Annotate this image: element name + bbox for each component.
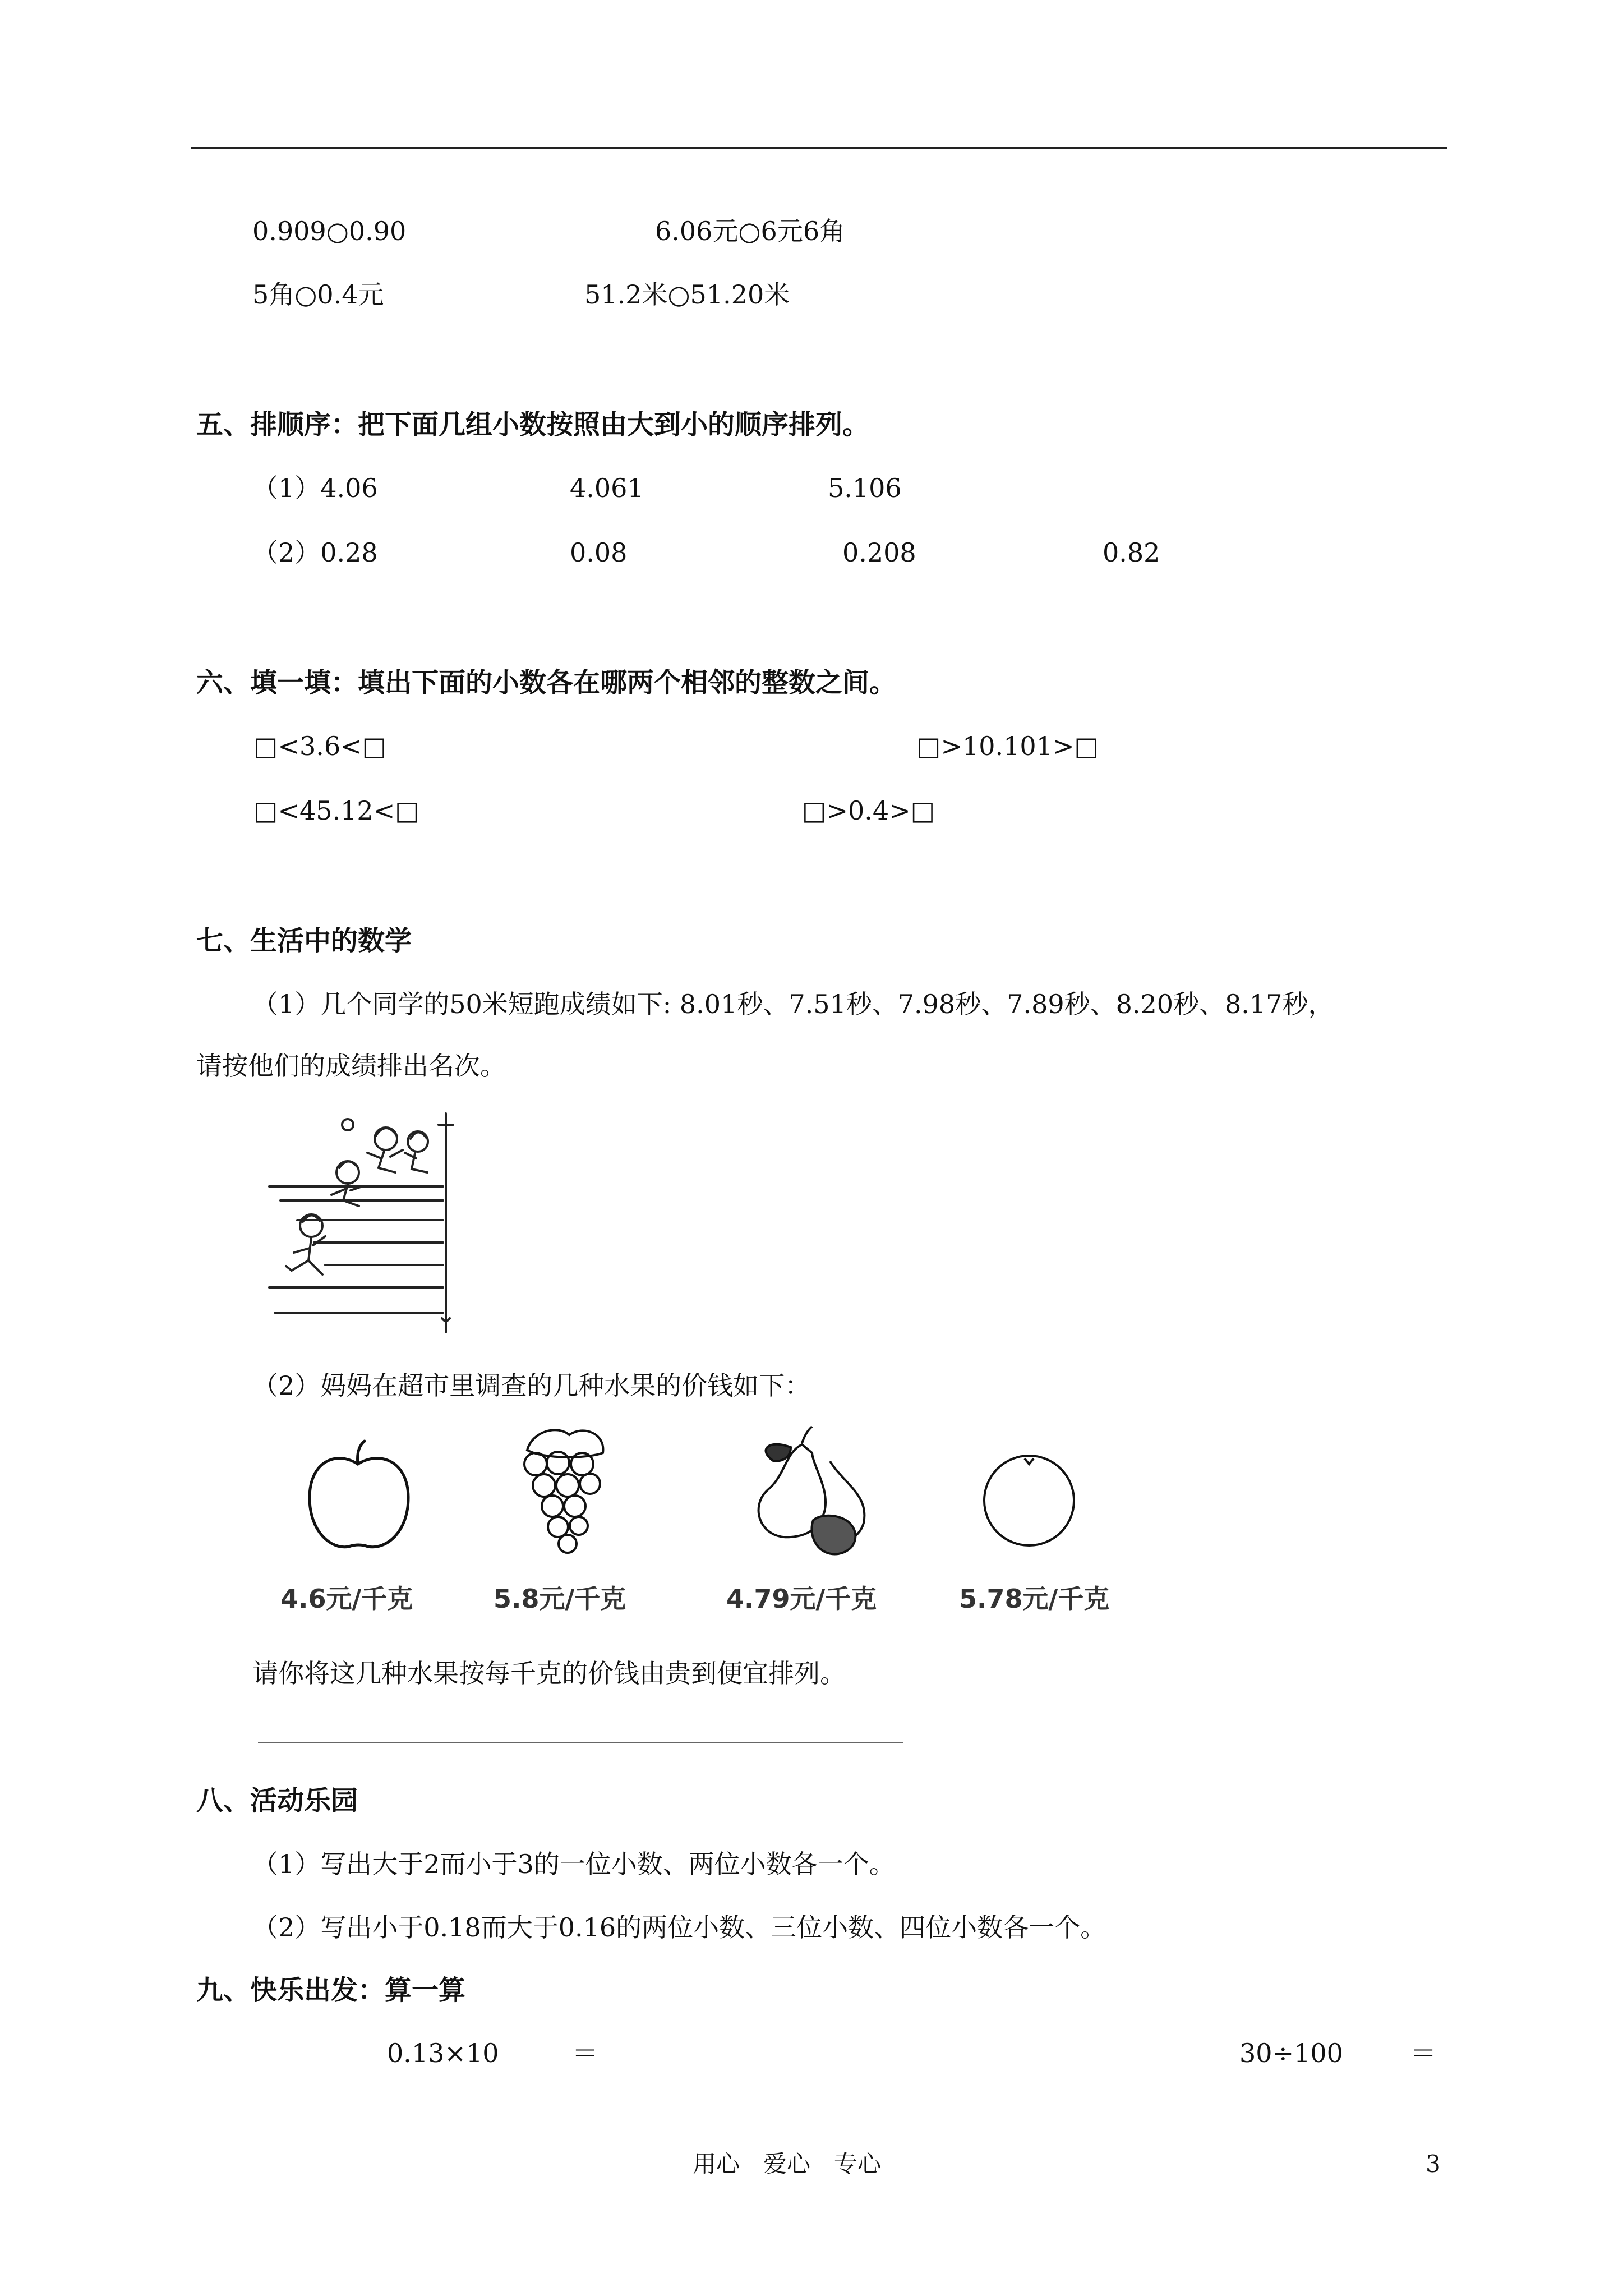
compare-item: 6.06元○6元6角 <box>655 216 846 246</box>
number-item: 0.82 <box>1103 537 1160 568</box>
price-label: 5.78元/千克 <box>959 1584 1110 1614</box>
question-text: （2）妈妈在超市里调查的几种水果的价钱如下： <box>252 1370 811 1401</box>
equals-sign: ＝ <box>1410 2038 1436 2068</box>
pear-strawberry-icon <box>746 1422 886 1562</box>
footer-motto: 用心 爱心 专心 <box>693 2150 882 2178</box>
question-text: 请按他们的成绩排出名次。 <box>196 1051 506 1081</box>
answer-line <box>258 1742 903 1743</box>
apple-icon <box>303 1439 415 1554</box>
section-heading: 六、填一填：填出下面的小数各在哪两个相邻的整数之间。 <box>196 667 897 698</box>
compare-item: 5角○0.4元 <box>252 279 384 310</box>
number-item: 0.08 <box>570 537 628 568</box>
grapes-icon <box>505 1419 617 1559</box>
expression: 0.13×10 <box>387 2038 499 2068</box>
compare-item: 0.909○0.90 <box>252 216 407 246</box>
number-item: （1）4.06 <box>252 473 378 503</box>
section-heading: 七、生活中的数学 <box>196 925 412 956</box>
number-item: 5.106 <box>828 473 902 503</box>
section-heading: 五、排顺序：把下面几组小数按照由大到小的顺序排列。 <box>196 409 870 440</box>
inequality-item: □>0.4>□ <box>802 795 935 826</box>
compare-item: 51.2米○51.20米 <box>584 279 790 310</box>
question-text: （1）几个同学的50米短跑成绩如下: 8.01秒、7.51秒、7.98秒、7.89秒、8.20秒、8.17秒， <box>252 989 1334 1019</box>
section-heading: 九、快乐出发：算一算 <box>196 1975 466 2006</box>
runners-illustration <box>264 1105 477 1341</box>
price-label: 4.79元/千克 <box>726 1584 877 1614</box>
orange-icon <box>979 1450 1080 1548</box>
number-item: 4.061 <box>570 473 644 503</box>
question-text: 请你将这几种水果按每千克的价钱由贵到便宜排列。 <box>252 1658 846 1688</box>
inequality-item: □<3.6<□ <box>253 731 387 761</box>
number-item: （2）0.28 <box>252 537 378 568</box>
expression: 30÷100 <box>1239 2038 1343 2068</box>
price-label: 4.6元/千克 <box>280 1584 413 1614</box>
question-text: （1）写出大于2而小于3的一位小数、两位小数各一个。 <box>252 1849 895 1879</box>
inequality-item: □<45.12<□ <box>253 795 419 826</box>
header-rule <box>191 147 1447 149</box>
section-heading: 八、活动乐园 <box>196 1785 358 1816</box>
page-number: 3 <box>1426 2150 1441 2178</box>
inequality-item: □>10.101>□ <box>916 731 1099 761</box>
question-text: （2）写出小于0.18而大于0.16的两位小数、三位小数、四位小数各一个。 <box>252 1912 1106 1943</box>
equals-sign: ＝ <box>572 2038 598 2068</box>
number-item: 0.208 <box>842 537 916 568</box>
price-label: 5.8元/千克 <box>494 1584 626 1614</box>
